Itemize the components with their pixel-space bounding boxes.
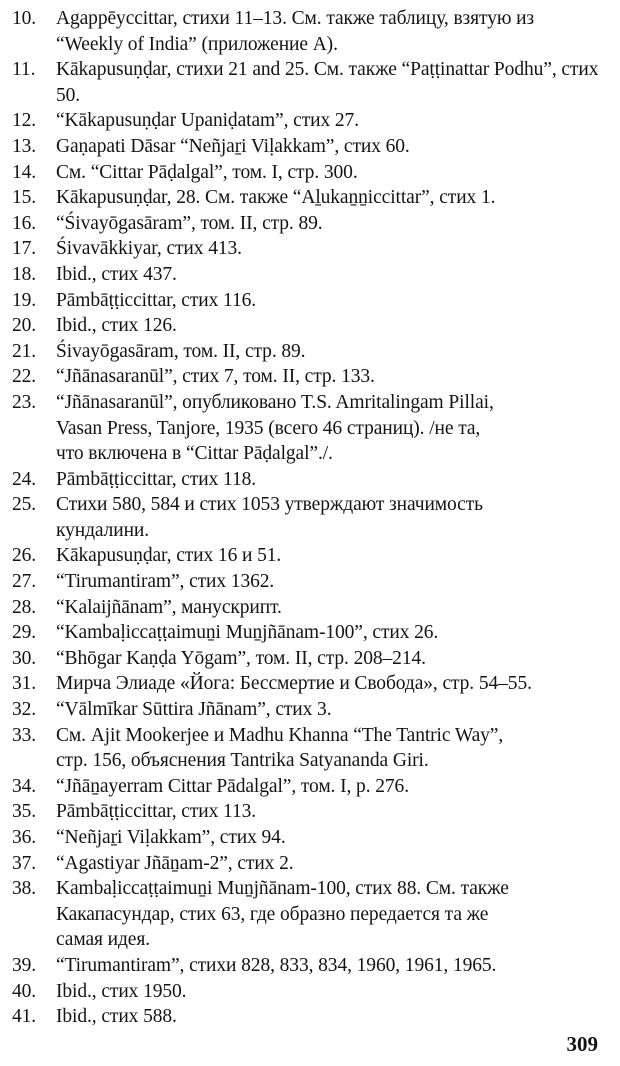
endnote-number: 27. (12, 571, 37, 593)
endnote-item (12, 492, 604, 543)
endnote-number: 11. (12, 59, 36, 81)
endnote-number: 38. (12, 878, 37, 900)
endnote-text: Pāmbāṭṭiccittar, стих 113. (56, 801, 257, 823)
endnote-number: 20. (12, 315, 37, 337)
endnote-item (12, 979, 604, 1005)
endnote-text: Gaṇapati Dāsar “Neñjaṟi Viḷakkam”, стих 60. (56, 135, 410, 157)
endnote-item (12, 6, 604, 57)
endnote-text: Pāmbāṭṭiccittar, стих 116. (56, 289, 257, 311)
endnote-number: 22. (12, 366, 37, 388)
endnote-item (12, 108, 604, 134)
endnote-number: 33. (12, 724, 37, 746)
endnote-text: Мирча Элиаде «Йога: Бессмертие и Свобода», стр. 54–55. (56, 673, 532, 695)
endnote-item (12, 543, 604, 569)
endnote-text: Ibid., стих 126. (56, 315, 177, 337)
endnotes-list (12, 6, 604, 1030)
endnote-text: Agappēyccittar, стихи 11–13. См. также таблицу, взятую из “Weekly of India” (приложение A). (56, 8, 535, 55)
endnote-item (12, 160, 604, 186)
endnote-number: 41. (12, 1006, 37, 1028)
endnote-text: “Tirumantiram”, стихи 828, 833, 834, 1960, 1961, 1965. (56, 954, 497, 976)
endnote-number: 12. (12, 110, 37, 132)
endnote-item (12, 339, 604, 365)
endnote-text: Kambaḷiccaṭṭaimuṉi Muṉjñānam-100, стих 88. См. также Какапасундар, стих 63, где образно передается та же самая идея. (56, 878, 509, 951)
endnote-number: 34. (12, 775, 37, 797)
endnote-text: “Jñānasaranūl”, стих 7, том. II, стр. 133. (56, 366, 375, 388)
endnote-item (12, 185, 604, 211)
endnote-number: 10. (12, 8, 37, 29)
endnote-item (12, 569, 604, 595)
endnote-item (12, 134, 604, 160)
endnote-text: “Agastiyar Jñāṉam-2”, стих 2. (56, 852, 294, 874)
endnote-text: Kākapusuṇḍar, стихи 21 and 25. См. также “Paṭṭinattar Podhu”, стих 50. (56, 59, 599, 106)
endnote-text: См. Ajit Mookerjee и Madhu Khanna “The Tantric Way”, стр. 156, объяснения Tantrika Satyananda Giri. (56, 724, 504, 772)
endnote-text: Ibid., стих 1950. (56, 980, 187, 1002)
endnote-text: Kākapusuṇḍar, стих 16 и 51. (56, 545, 282, 567)
endnote-item (12, 390, 604, 467)
endnote-item (12, 671, 604, 697)
endnote-number: 16. (12, 212, 37, 234)
endnote-item (12, 313, 604, 339)
endnote-text: “Tirumantiram”, стих 1362. (56, 571, 275, 593)
endnote-text: “Kalaijñānam”, манускрипт. (56, 596, 282, 618)
endnote-item (12, 825, 604, 851)
endnote-number: 26. (12, 545, 37, 567)
endnote-text: “Neñjaṟi Viḷakkam”, стих 94. (56, 827, 286, 848)
endnote-number: 25. (12, 494, 37, 516)
endnote-number: 31. (12, 673, 37, 695)
endnote-text: “Śivayōgasāram”, том. II, стр. 89. (56, 212, 323, 234)
endnote-number: 39. (12, 954, 37, 976)
endnote-text: “Kambaḷiccaṭṭaimuṉi Muṉjñānam-100”, стих 26. (56, 622, 439, 644)
endnote-item (12, 774, 604, 800)
endnote-item (12, 1004, 604, 1030)
page-number: 309 (566, 1032, 598, 1056)
endnote-item (12, 851, 604, 877)
endnote-text: “Jñāṉayerram Cittar Pādalgal”, том. I, p. 276. (56, 775, 409, 797)
endnote-number: 18. (12, 263, 37, 285)
endnote-number: 14. (12, 161, 37, 183)
endnote-number: 37. (12, 852, 37, 874)
endnote-number: 21. (12, 340, 37, 362)
endnote-item (12, 236, 604, 262)
endnote-item (12, 697, 604, 723)
endnote-text: “Bhōgar Kaṇḍa Yōgam”, том. II, стр. 208–214. (56, 647, 426, 669)
endnote-item (12, 467, 604, 493)
endnote-number: 15. (12, 187, 37, 209)
endnote-number: 35. (12, 801, 37, 823)
endnote-number: 32. (12, 699, 37, 721)
endnote-number: 24. (12, 468, 37, 490)
endnote-number: 23. (12, 391, 37, 413)
endnote-text: Ibid., стих 588. (56, 1006, 177, 1028)
endnote-text: См. “Cittar Pāḍalgal”, том. I, стр. 300. (56, 161, 358, 183)
endnote-item (12, 211, 604, 237)
endnote-number: 29. (12, 622, 37, 644)
endnote-item (12, 595, 604, 621)
endnote-item (12, 288, 604, 314)
endnote-item (12, 620, 604, 646)
endnote-item (12, 262, 604, 288)
endnote-text: Śivavākkiyar, стих 413. (56, 238, 242, 260)
endnote-number: 30. (12, 647, 37, 669)
endnote-item (12, 364, 604, 390)
endnote-item (12, 799, 604, 825)
endnote-number: 36. (12, 827, 37, 848)
endnote-text: “Kākapusuṇḍar Upaniḍatam”, стих 27. (56, 110, 359, 132)
endnote-text: Pāmbāṭṭiccittar, стих 118. (56, 468, 257, 490)
endnote-item (12, 57, 604, 108)
endnote-text: Śivayōgasāram, том. II, стр. 89. (56, 340, 306, 362)
endnote-number: 13. (12, 135, 37, 157)
endnote-text: Стихи 580, 584 и стих 1053 утверждают значимость кундалини. (56, 494, 483, 541)
endnote-text: Kākapusuṇḍar, 28. См. также “Aḻukaṉṉiccittar”, стих 1. (56, 187, 496, 209)
endnote-item (12, 646, 604, 672)
endnote-number: 40. (12, 980, 37, 1002)
endnote-item (12, 876, 604, 953)
endnote-text: “Jñānasaranūl”, опубликовано T.S. Amritalingam Pillai, Vasan Press, Tanjore, 1935 (всего 46 страниц). /не та, что включена в “Cittar Pāḍalgal”./. (56, 391, 494, 465)
endnote-number: 19. (12, 289, 37, 311)
endnote-number: 28. (12, 596, 37, 618)
endnote-text: Ibid., стих 437. (56, 263, 177, 285)
endnote-number: 17. (12, 238, 37, 260)
endnote-text: “Vālmīkar Sūttira Jñānam”, стих 3. (56, 699, 332, 721)
endnote-item (12, 953, 604, 979)
endnote-item (12, 723, 604, 774)
